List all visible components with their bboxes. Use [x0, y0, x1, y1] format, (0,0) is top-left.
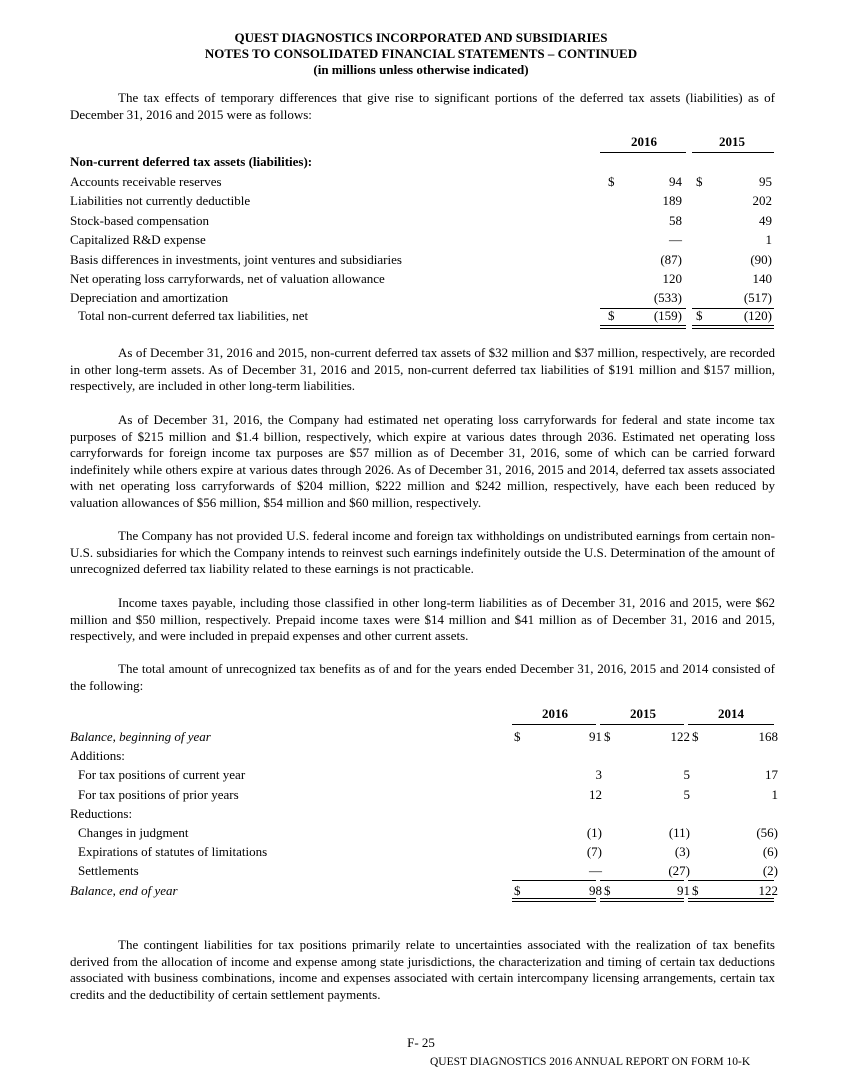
- double-underline: [512, 901, 596, 902]
- row-label: Capitalized R&D expense: [70, 232, 206, 248]
- paragraph-foreign-earnings: The Company has not provided U.S. federal income and foreign tax withholdings on undistributed earnings from certain non-U.S. subsidiaries for which the Company intends to reinvest such earnings indefinitely outside the U.S. Determination of the amount of unrecognized deferred tax liability related to these earnings is not practicable.: [70, 528, 775, 576]
- value-2014: (6): [762, 844, 778, 860]
- company-heading: QUEST DIAGNOSTICS INCORPORATED AND SUBSIDIARIES: [234, 30, 608, 45]
- subtotal-line: [512, 880, 596, 881]
- dollar-sign: $: [696, 174, 703, 189]
- intro-paragraph: The tax effects of temporary differences that give rise to significant portions of the deferred tax assets (liabilities) as of December 31, 2016 and 2015 were as follows:: [70, 90, 775, 122]
- year-underline: [512, 724, 596, 725]
- value-2016: 120: [662, 271, 682, 286]
- value-2015: 91: [677, 882, 690, 898]
- row-label: Expirations of statutes of limitations: [78, 844, 268, 860]
- year-header-2016: 2016: [631, 134, 657, 149]
- row-label: Changes in judgment: [78, 825, 189, 840]
- dollar-sign: $: [514, 882, 521, 898]
- value-2015: (90): [750, 251, 772, 267]
- value-2014: 17: [765, 767, 778, 783]
- value-2016: 3: [595, 767, 602, 783]
- year-header-2016: 2016: [542, 706, 568, 721]
- row-label: For tax positions of prior years: [78, 786, 239, 802]
- row-label: Liabilities not currently deductible: [70, 193, 251, 209]
- value-2015: 5: [683, 786, 690, 802]
- double-underline: [600, 328, 686, 329]
- year-header-2014: 2014: [718, 706, 744, 721]
- paragraph-deferred-location: As of December 31, 2016 and 2015, non-current deferred tax assets of $32 million and $37 million, respectively, are recorded in other long-term assets. As of December 31, 2016 and 2015, non-current deferred tax liabilities of $191 million and $157 million, respectively, are included in other long-term liabilities.: [70, 345, 775, 393]
- paragraph-contingent-liabilities: The contingent liabilities for tax positions primarily relate to uncertainties associated with the realization of tax benefits derived from the allocation of income and expense among state jurisdictions, the characterization and timing of certain tax deductions associated with business combinations, income and expenses associated with certain intercompany licensing arrangements, certain tax credits and the deductibility of certain settlement payments.: [70, 937, 775, 1002]
- row-label: Reductions:: [70, 805, 133, 821]
- value-2015: (517): [743, 290, 772, 306]
- row-label: Stock-based compensation: [70, 212, 209, 228]
- notes-heading: NOTES TO CONSOLIDATED FINANCIAL STATEMENTS – CONTINUED: [204, 46, 638, 61]
- value-2015: 202: [752, 193, 772, 209]
- double-underline: [600, 901, 684, 902]
- value-2016: 91: [589, 729, 602, 744]
- value-2016: —: [669, 232, 682, 248]
- double-underline: [600, 325, 686, 326]
- total-2016: (159): [653, 308, 682, 323]
- value-2016: (533): [653, 290, 682, 306]
- dollar-sign: $: [604, 729, 611, 744]
- value-2015: 5: [683, 767, 690, 783]
- value-2016: 94: [669, 174, 682, 189]
- year-header-2015: 2015: [630, 706, 656, 721]
- value-2015: (27): [668, 863, 690, 879]
- value-2014: (2): [762, 863, 778, 879]
- value-2015: 140: [752, 271, 772, 286]
- row-label: Depreciation and amortization: [70, 290, 229, 306]
- value-2015: (3): [674, 844, 690, 860]
- report-footer: QUEST DIAGNOSTICS 2016 ANNUAL REPORT ON FORM 10-K: [430, 1056, 751, 1068]
- year-underline: [692, 152, 774, 153]
- value-2014: 168: [758, 729, 778, 744]
- paragraph-unrecognized-intro: The total amount of unrecognized tax benefits as of and for the years ended December 31, 2016, 2015 and 2014 consisted of the following:: [70, 661, 775, 693]
- value-2014: 1: [771, 786, 778, 802]
- row-label: Accounts receivable reserves: [70, 174, 222, 189]
- paragraph-income-taxes-payable: Income taxes payable, including those classified in other long-term liabilities as of December 31, 2016 and 2015, were $62 million and $50 million, respectively. Prepaid income taxes were $14 million and $41 million as of December 31, 2016 and 2015, respectively, and were included in prepaid expenses and other current assets.: [70, 595, 775, 643]
- double-underline: [600, 898, 684, 899]
- value-2016: 58: [669, 212, 682, 228]
- row-label: Balance, beginning of year: [70, 729, 211, 744]
- document-page: QUEST DIAGNOSTICS INCORPORATED AND SUBSIDIARIES NOTES TO CONSOLIDATED FINANCIAL STATEMENTS – CONTINUED (in millions unless otherwise indicated) The tax effects of temporary differences that give rise to significant portions of the deferred tax assets (liabilities) as of December 31, 2016 and 2015 were as follows: 2016 2015 Non-current deferred tax assets (liabilities): Accounts receivable reserves 94 95 $ $ Liabilities not currently deductible 189 202 Stock-based compensation 58 49 Capitalized R&D expense — 1 Basis differences in investments, joint ventures and subsidiaries (87) (90) Net operating loss carryforwards, net of valuation allowance 120 140 Depreciation and amortization (533) (517) Total non-current deferred tax liabilities, net $ (159) $ (120) As of December 31, 2016 and 2015, non-current deferred tax assets of $32 million and $37 million, respectively, are recorded in other long-term assets. As of December 31, 2016 and 2015, non-current deferred tax liabilities of $191 million and $157 million, respectively, are included in other long-term liabilities. As of December 31, 2016, the Company had estimated net operating loss carryforwards for federal and state income tax purposes of $215 million and $1.4 billion, respectively, which expire at various dates through 2036. Estimated net operating loss carryforwards for foreign income tax purposes are $57 million as of December 31, 2016, some of which can be carried forward indefinitely while others expire at various dates through 2026. As of December 31, 2016, 2015 and 2014, deferred tax assets associated with net operating loss carryforwards of $204 million, $222 million and $242 million, respectively, have each been reduced by valuation allowances of $56 million, $54 million and $60 million, respectively. The Company has not provided U.S. federal income and foreign tax withholdings on undistributed earnings from certain non-U.S. subsidiaries for which the Company intends to reinvest such earnings indefinitely outside the U.S. Determination of the amount of unrecognized deferred tax liability related to these earnings is not practicable. Income taxes payable, including those classified in other long-term liabilities as of December 31, 2016 and 2015, were $62 million and $50 million, respectively. Prepaid income taxes were $14 million and $41 million as of December 31, 2016 and 2015, respectively, and were included in prepaid expenses and other current assets. The total amount of unrecognized tax benefits as of and for the years ended December 31, 2016, 2015 and 2014 consisted of the following: 2016 2015 2014 Balance, beginning of year 91 $ 122 $ 168 $ Additions: For tax positions of current year 3 5 17 For tax positions of prior years 12 5 1 Reductions: Changes in judgment (1) (11) (56) Expirations of statutes of limitations (7) (3) (6) Settlements — (27) (2) Balance, end of year 98 $ 91 $ 122 $ The contingent liabilities for tax positions primarily relate to uncertainties associated with the realization of tax benefits derived from the allocation of income and expense among state jurisdictions, the characterization and timing of certain tax deductions associated with business combinations, income and expenses associated with certain intercompany licensing arrangements, certain tax credits and the deductibility of certain settlement payments. F- 25 QUEST DIAGNOSTICS 2016 ANNUAL REPORT ON FORM 10-K: [0, 0, 842, 1089]
- dollar-sign: $: [608, 174, 615, 189]
- row-label: Basis differences in investments, joint ventures and subsidiaries: [70, 251, 402, 267]
- value-2015: 122: [670, 729, 690, 744]
- dollar-sign: $: [604, 882, 611, 898]
- double-underline: [512, 898, 596, 899]
- value-2016: 98: [589, 882, 602, 898]
- year-underline: [600, 152, 686, 153]
- value-2016: (87): [660, 251, 682, 267]
- row-label: Net operating loss carryforwards, net of valuation allowance: [70, 271, 385, 286]
- value-2014: 122: [758, 882, 778, 898]
- value-2015: 95: [759, 174, 772, 189]
- units-heading: (in millions unless otherwise indicated): [313, 62, 529, 77]
- value-2016: (7): [586, 844, 602, 860]
- dollar-sign: $: [514, 729, 521, 744]
- year-underline: [688, 724, 774, 725]
- subtotal-line: [688, 880, 774, 881]
- double-underline: [688, 898, 774, 899]
- value-2016: 12: [589, 786, 602, 802]
- dollar-sign: $: [692, 729, 699, 744]
- double-underline: [692, 325, 774, 326]
- dollar-sign: $: [696, 308, 703, 323]
- row-label: For tax positions of current year: [78, 767, 246, 783]
- row-label: Additions:: [70, 748, 125, 764]
- row-label: Settlements: [78, 863, 139, 879]
- year-header-2015: 2015: [719, 134, 745, 149]
- value-2014: (56): [756, 825, 778, 840]
- total-2015: (120): [743, 308, 772, 323]
- value-2015: (11): [668, 825, 690, 840]
- value-2015: 1: [765, 232, 772, 248]
- double-underline: [692, 328, 774, 329]
- paragraph-nol: As of December 31, 2016, the Company had estimated net operating loss carryforwards for federal and state income tax purposes of $215 million and $1.4 billion, respectively, which expire at various dates through 2036. Estimated net operating loss carryforwards for foreign income tax purposes are $57 million as of December 31, 2016, some of which can be carried forward indefinitely while others expire at various dates through 2026. As of December 31, 2016, 2015 and 2014, deferred tax assets associated with net operating loss carryforwards of $204 million, $222 million and $242 million, respectively, have each been reduced by valuation allowances of $56 million, $54 million and $60 million, respectively.: [70, 412, 775, 510]
- page-number: F- 25: [407, 1035, 435, 1050]
- row-label: Balance, end of year: [70, 882, 178, 898]
- dollar-sign: $: [608, 308, 615, 323]
- double-underline: [688, 901, 774, 902]
- value-2016: —: [589, 863, 602, 879]
- dollar-sign: $: [692, 882, 699, 898]
- subtotal-line: [600, 880, 684, 881]
- year-underline: [600, 724, 684, 725]
- total-label: Total non-current deferred tax liabilities, net: [78, 308, 309, 323]
- value-2016: (1): [586, 825, 602, 840]
- value-2016: 189: [662, 193, 682, 209]
- value-2015: 49: [759, 212, 772, 228]
